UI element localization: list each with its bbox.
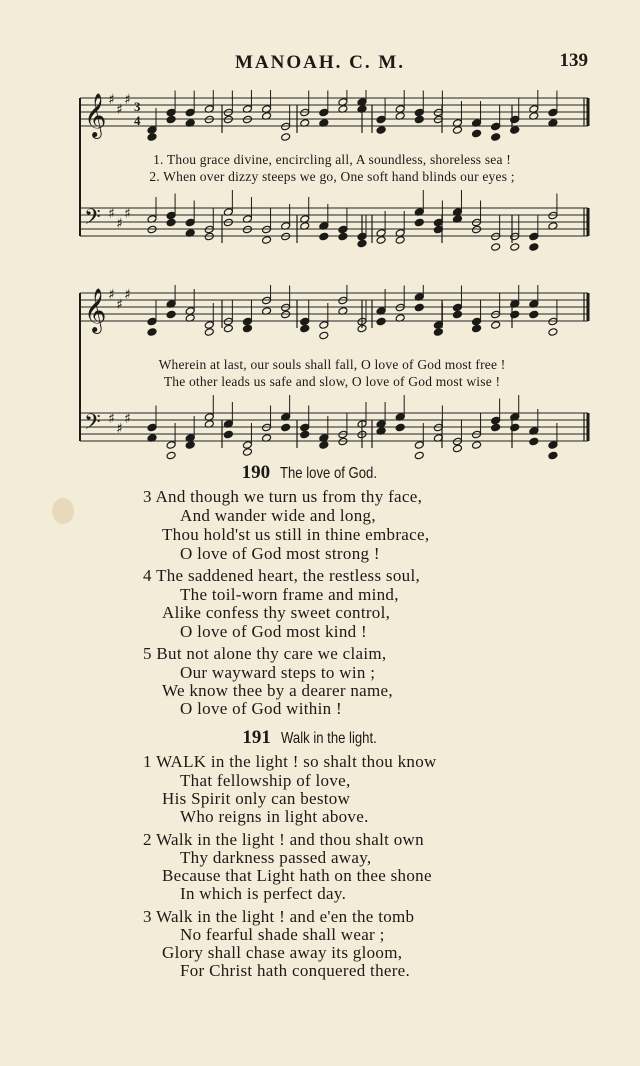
stanza-line: Glory shall chase away its gloom, <box>162 943 403 962</box>
page-number: 139 <box>559 50 588 71</box>
stanza-line: No fearful shade shall wear ; <box>180 925 385 944</box>
svg-text:𝄞: 𝄞 <box>84 93 107 137</box>
treble-staff <box>80 90 588 141</box>
svg-text:♯: ♯ <box>124 92 131 108</box>
stanza-line: We know thee by a dearer name, <box>162 681 393 700</box>
stanza-line: In which is perfect day. <box>180 884 347 903</box>
lyric-line-verse-2: 2. When over dizzy steeps we go, One soft hand blinds our eyes ; <box>149 169 515 184</box>
svg-text:♯: ♯ <box>116 421 123 437</box>
stanza-line: Thy darkness passed away, <box>180 848 372 867</box>
hymn-title: Walk in the light. <box>280 730 377 747</box>
tune-title: MANOAH. C. M. <box>234 52 406 73</box>
bass-staff <box>80 395 588 460</box>
stanza-line: 1 WALK in the light ! so shalt thou know <box>143 752 437 771</box>
hymn-title: The love of God. <box>280 465 378 482</box>
stanza-line: 5 But not alone thy care we claim, <box>143 644 387 663</box>
hymn-number: 191 <box>242 727 271 748</box>
bass-clef-icon <box>84 410 131 440</box>
music-system-2 <box>72 285 592 465</box>
lyric-line-verse-2-cont: The other leads us safe and slow, O love of God most wise ! <box>163 374 501 389</box>
svg-text:4: 4 <box>134 113 141 128</box>
stanza-line: 3 Walk in the light ! and e'en the tomb <box>143 907 415 926</box>
svg-text:♯: ♯ <box>116 216 123 232</box>
treble-clef-icon <box>84 287 131 334</box>
svg-text:♯: ♯ <box>108 92 115 108</box>
svg-text:♯: ♯ <box>124 411 131 427</box>
hymn-heading-190 <box>0 462 640 484</box>
svg-text:♯: ♯ <box>124 206 131 222</box>
lyric-line-verse-1: 1. Thou grace divine, encircling all, A soundless, shoreless sea ! <box>153 152 511 167</box>
stanza-line: For Christ hath conquered there. <box>180 961 411 980</box>
svg-text:♯: ♯ <box>108 411 115 427</box>
hymn-heading-191 <box>0 727 640 749</box>
stanza-line: The toil-worn frame and mind, <box>180 585 399 604</box>
svg-text:♯: ♯ <box>116 297 123 313</box>
svg-text:𝄢: 𝄢 <box>84 410 101 440</box>
treble-staff <box>80 285 588 340</box>
stanza-line: O love of God most kind ! <box>180 622 367 641</box>
svg-text:3: 3 <box>134 99 141 114</box>
bass-clef-icon <box>84 205 131 235</box>
stanza-line: 4 The saddened heart, the restless soul, <box>143 566 421 585</box>
stanza-line: His Spirit only can bestow <box>162 789 351 808</box>
svg-text:♯: ♯ <box>124 287 131 303</box>
svg-text:♯: ♯ <box>108 206 115 222</box>
stanza-line: 2 Walk in the light ! and thou shalt own <box>143 830 424 849</box>
svg-text:♯: ♯ <box>116 102 123 118</box>
treble-clef-icon <box>84 92 131 139</box>
paper-stain <box>52 498 74 524</box>
music-system-1 <box>72 90 592 270</box>
stanza-line: O love of God most strong ! <box>180 544 380 563</box>
bass-staff <box>80 190 588 251</box>
svg-text:♯: ♯ <box>108 287 115 303</box>
stanza-line: That fellowship of love, <box>180 771 351 790</box>
stanza-line: Thou hold'st us still in thine embrace, <box>162 525 430 544</box>
stanza-line: Alike confess thy sweet control, <box>162 603 391 622</box>
svg-text:𝄞: 𝄞 <box>84 288 107 332</box>
stanza-line: Our wayward steps to win ; <box>180 663 376 682</box>
lyric-line-verse-1-cont: Wherein at last, our souls shall fall, O love of God most free ! <box>158 357 506 372</box>
stanza-line: O love of God within ! <box>180 699 342 718</box>
svg-text:𝄢: 𝄢 <box>84 205 101 235</box>
stanza-line: Who reigns in light above. <box>180 807 369 826</box>
hymn-number: 190 <box>241 462 271 483</box>
stanza-line: And wander wide and long, <box>180 506 376 525</box>
stanza-line: Because that Light hath on thee shone <box>162 866 432 885</box>
stanza-line: 3 And though we turn us from thy face, <box>143 487 423 506</box>
